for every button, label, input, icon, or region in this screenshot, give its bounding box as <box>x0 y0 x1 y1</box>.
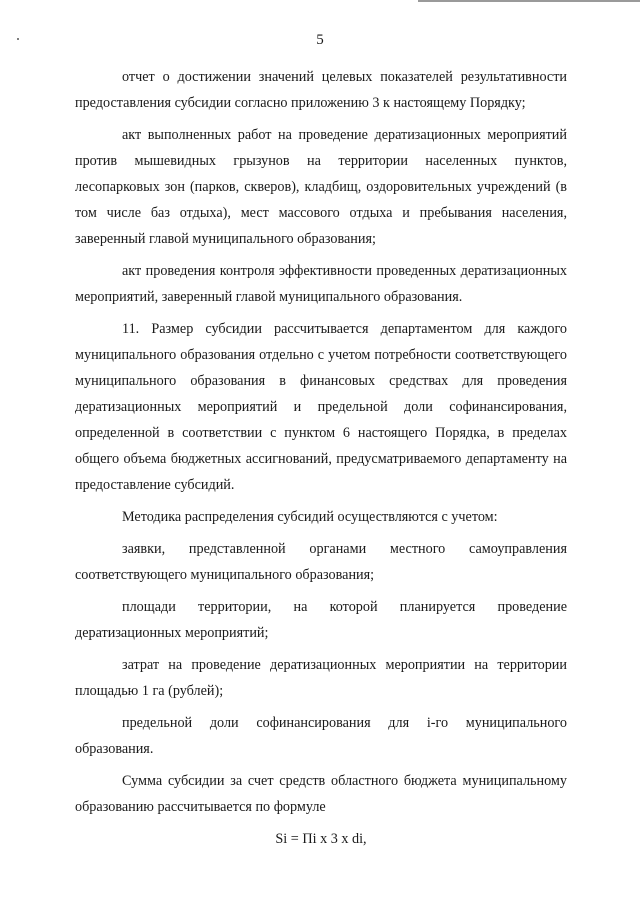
paragraph-sum: Сумма субсидии за счет средств областного бюджета муниципальному образованию рассчитывается по формуле <box>75 773 567 815</box>
page-number: 5 <box>316 32 324 48</box>
paragraph-costs: затрат на проведение дератизационных мероприятии на территории площадью 1 га (рублей); <box>75 657 567 699</box>
paragraph-methodology: Методика распределения субсидий осуществляются с учетом: <box>122 509 498 525</box>
paragraph-applications: заявки, представленной органами местного самоуправления соответствующего муниципального образования; <box>75 541 567 583</box>
paragraph-report: отчет о достижении значений целевых показателей результативности предоставления субсидии согласно приложению 3 к настоящему Порядку; <box>75 69 567 111</box>
subsidy-formula: Si = Пi x 3 x di, <box>275 831 367 847</box>
paragraph-share: предельной доли софинансирования для i-го муниципального образования. <box>75 715 567 757</box>
paragraph-clause-11: 11. Размер субсидии рассчитывается департаментом для каждого муниципального образования отдельно с учетом потребности соответствующего муниципального образования в финансовых средствах для проведения дератизационных мероприятий и предельной доли софинансирования, определенной в соответствии с пунктом 6 настоящего Порядка, в пределах общего объема бюджетных ассигнований, предусматриваемого департаменту на предоставление субсидий. <box>75 321 567 493</box>
paragraph-area: площади территории, на которой планируется проведение дератизационных мероприятий; <box>75 599 567 641</box>
scan-edge-line <box>418 0 640 2</box>
paragraph-act-control: акт проведения контроля эффективности проведенных дератизационных мероприятий, заверенный главой муниципального образования. <box>75 263 567 305</box>
document-body <box>75 64 567 852</box>
paragraph-act-works: акт выполненных работ на проведение дератизационных мероприятий против мышевидных грызунов на территории населенных пунктов, лесопарковых зон (парков, скверов), кладбищ, оздоровительных учреждений (в том числе баз отдыха), мест массового отдыха и пребывания населения, заверенный главой муниципального образования; <box>75 127 567 247</box>
